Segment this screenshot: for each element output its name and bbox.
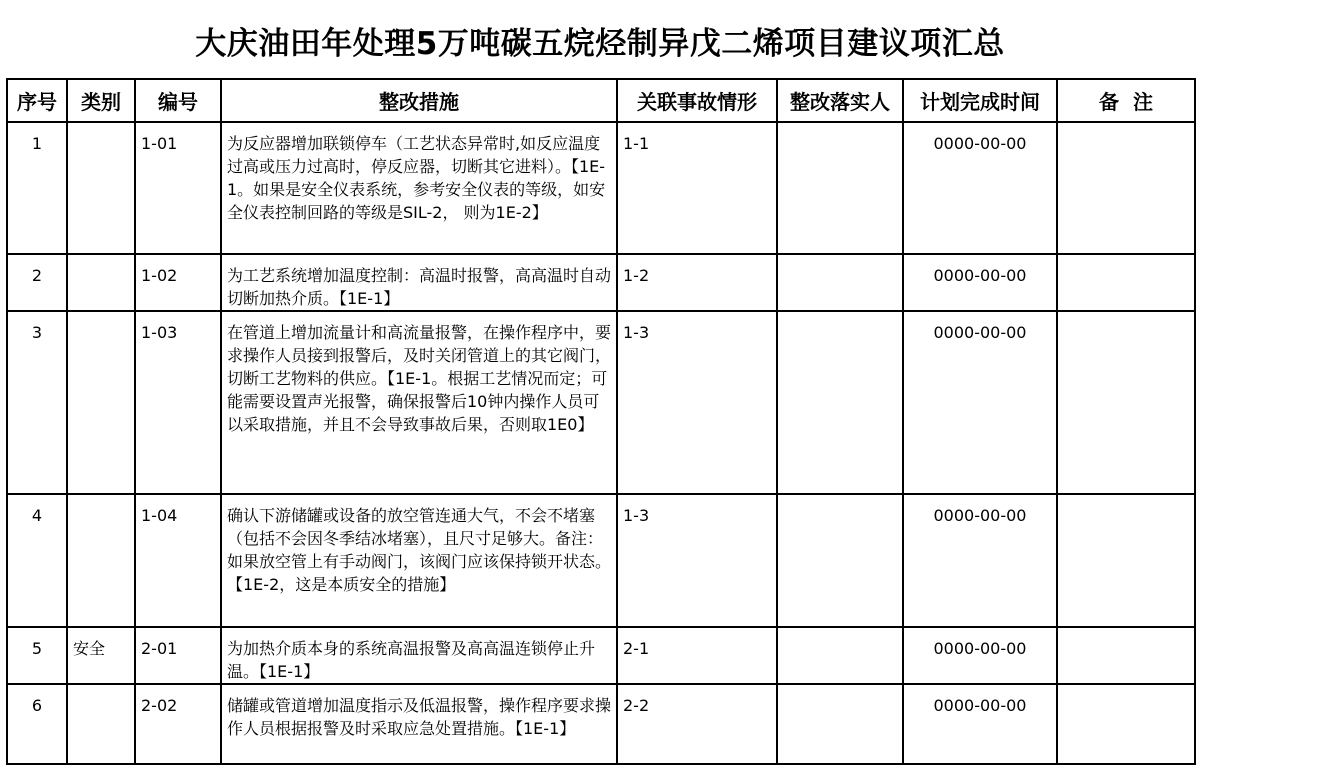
cell-owner — [777, 494, 903, 627]
cell-owner — [777, 311, 903, 494]
header-measure: 整改措施 — [221, 79, 617, 122]
cell-seq: 4 — [7, 494, 67, 627]
cell-due: 0000-00-00 — [903, 494, 1057, 627]
cell-category — [67, 122, 135, 254]
cell-code: 1-03 — [135, 311, 221, 494]
cell-scenario: 1-1 — [617, 122, 777, 254]
cell-owner — [777, 627, 903, 684]
cell-remark — [1057, 494, 1195, 627]
cell-due: 0000-00-00 — [903, 684, 1057, 764]
cell-scenario: 2-1 — [617, 627, 777, 684]
cell-owner — [777, 254, 903, 311]
cell-measure: 为工艺系统增加温度控制：高温时报警，高高温时自动切断加热介质。【1E-1】 — [221, 254, 617, 311]
cell-scenario: 2-2 — [617, 684, 777, 764]
table-row — [7, 684, 1195, 764]
cell-seq: 3 — [7, 311, 67, 494]
header-scenario: 关联事故情形 — [617, 79, 777, 122]
cell-seq: 5 — [7, 627, 67, 684]
cell-measure: 为加热介质本身的系统高温报警及高高温连锁停止升温。【1E-1】 — [221, 627, 617, 684]
table-row — [7, 311, 1195, 494]
suggestion-table — [6, 78, 1196, 765]
header-owner: 整改落实人 — [777, 79, 903, 122]
cell-due: 0000-00-00 — [903, 311, 1057, 494]
table-row — [7, 494, 1195, 627]
cell-scenario: 1-2 — [617, 254, 777, 311]
cell-owner — [777, 684, 903, 764]
cell-due: 0000-00-00 — [903, 254, 1057, 311]
cell-remark — [1057, 627, 1195, 684]
cell-code: 2-02 — [135, 684, 221, 764]
table-row — [7, 627, 1195, 684]
cell-remark — [1057, 122, 1195, 254]
cell-scenario: 1-3 — [617, 494, 777, 627]
cell-remark — [1057, 311, 1195, 494]
cell-seq: 1 — [7, 122, 67, 254]
cell-code: 1-04 — [135, 494, 221, 627]
cell-seq: 2 — [7, 254, 67, 311]
table-row — [7, 122, 1195, 254]
cell-measure: 储罐或管道增加温度指示及低温报警，操作程序要求操作人员根据报警及时采取应急处置措施。【1E-1】 — [221, 684, 617, 764]
header-code: 编号 — [135, 79, 221, 122]
cell-seq: 6 — [7, 684, 67, 764]
cell-category — [67, 311, 135, 494]
cell-due: 0000-00-00 — [903, 627, 1057, 684]
page-title: 大庆油田年处理5万吨碳五烷烃制异戊二烯项目建议项汇总 — [195, 26, 1005, 62]
header-seq: 序号 — [7, 79, 67, 122]
cell-scenario: 1-3 — [617, 311, 777, 494]
header-remark: 备 注 — [1057, 79, 1195, 122]
cell-code: 1-02 — [135, 254, 221, 311]
cell-code: 2-01 — [135, 627, 221, 684]
cell-due: 0000-00-00 — [903, 122, 1057, 254]
cell-category — [67, 494, 135, 627]
cell-owner — [777, 122, 903, 254]
header-due: 计划完成时间 — [903, 79, 1057, 122]
header-row — [7, 79, 1195, 122]
cell-category — [67, 254, 135, 311]
cell-category — [67, 684, 135, 764]
cell-remark — [1057, 684, 1195, 764]
cell-category: 安全 — [67, 627, 135, 684]
cell-measure: 确认下游储罐或设备的放空管连通大气，不会不堵塞（包括不会因冬季结冰堵塞），且尺寸足够大。备注：如果放空管上有手动阀门，该阀门应该保持锁开状态。【1E-2，这是本质安全的措施】 — [221, 494, 617, 627]
cell-measure: 在管道上增加流量计和高流量报警，在操作程序中，要求操作人员接到报警后，及时关闭管道上的其它阀门，切断工艺物料的供应。【1E-1。根据工艺情况而定；可能需要设置声光报警，确保报警后10钟内操作人员可以采取措施，并且不会导致事故后果，否则取1E0】 — [221, 311, 617, 494]
cell-remark — [1057, 254, 1195, 311]
cell-code: 1-01 — [135, 122, 221, 254]
header-category: 类别 — [67, 79, 135, 122]
table-row — [7, 254, 1195, 311]
cell-measure: 为反应器增加联锁停车（工艺状态异常时,如反应温度过高或压力过高时，停反应器，切断其它进料）。【1E-1。如果是安全仪表系统，参考安全仪表的等级，如安全仪表控制回路的等级是SIL-2， 则为1E-2】 — [221, 122, 617, 254]
